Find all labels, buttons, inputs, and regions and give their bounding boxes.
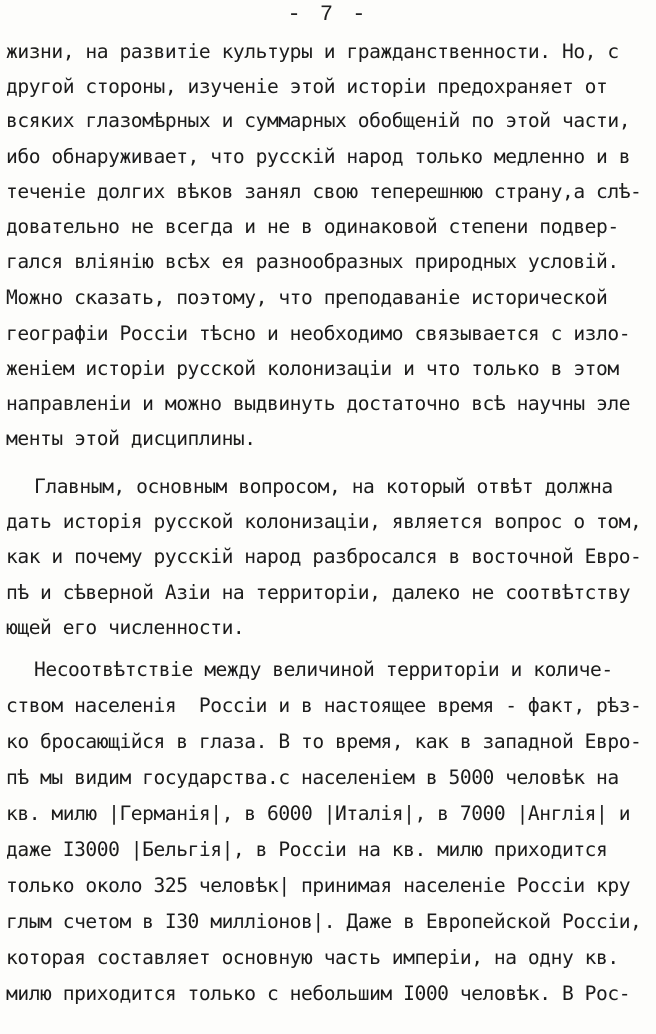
text-line: только около 325 человѣк| принимая населеніе Россіи кру (6, 874, 631, 897)
text-line: жизни, на развитіе культуры и гражданственности. Но, с (6, 40, 619, 63)
text-line: ющей его численности. (6, 616, 245, 639)
text-line: направленіи и можно выдвинуть достаточно всѣ научны эле (6, 392, 631, 415)
text-line: милю приходится только с небольшим I000 человѣк. В Рос- (6, 982, 631, 1005)
text-line: которая составляет основную часть имперіи, на одну кв. (6, 946, 619, 969)
text-line: всяких глазомѣрных и суммарных обобщеній по этой части, (6, 109, 631, 132)
text-line: географіи Россіи тѣсно и необходимо связывается с изло- (6, 322, 631, 345)
text-line: глым счетом в I30 милліонов|. Даже в Европейской Россіи, (6, 910, 642, 933)
text-line: даже I3000 |Бельгія|, в Россіи на кв. милю приходится (6, 838, 608, 861)
text-line: пѣ и сѣверной Азіи на территоріи, далеко не соотвѣтству (6, 581, 631, 604)
text-line: другой стороны, изученіе этой исторіи предохраняет от (6, 75, 608, 98)
text-line: как и почему русскій народ разбросался в восточной Евро- (6, 545, 642, 568)
text-line: Можно сказать, поэтому, что преподаваніе исторической (6, 286, 608, 309)
page-number: - 7 - (287, 2, 369, 27)
text-line: Несоотвѣтствіе между величиной территоріи и количе- (34, 658, 613, 681)
text-line: менты этой дисциплины. (6, 427, 256, 450)
text-line: довательно не всегда и не в одинаковой степени подвер- (6, 215, 619, 238)
text-line: теченіе долгих вѣков занял свою теперешнюю страну,а слѣ- (6, 180, 642, 203)
text-line: ством населенія Россіи и в настоящее время - факт, рѣз- (6, 694, 642, 717)
text-line: Главным, основным вопросом, на который отвѣт должна (34, 475, 613, 498)
text-line: кв. милю |Германія|, в 6000 |Италія|, в 7000 |Англія| и (6, 802, 631, 825)
text-line: дать исторія русской колонизаціи, является вопрос о том, (6, 510, 642, 533)
text-line: пѣ мы видим государства.с населеніем в 5000 человѣк на (6, 766, 619, 789)
text-line: ибо обнаруживает, что русскій народ только медленно и в (6, 145, 631, 168)
text-line: гался вліянію всѣх ея разнообразных природных условій. (6, 250, 619, 273)
text-line: ко бросающійся в глаза. В то время, как в западной Евро- (6, 730, 642, 753)
text-line: женіем исторіи русской колонизаціи и что только в этом (6, 357, 619, 380)
